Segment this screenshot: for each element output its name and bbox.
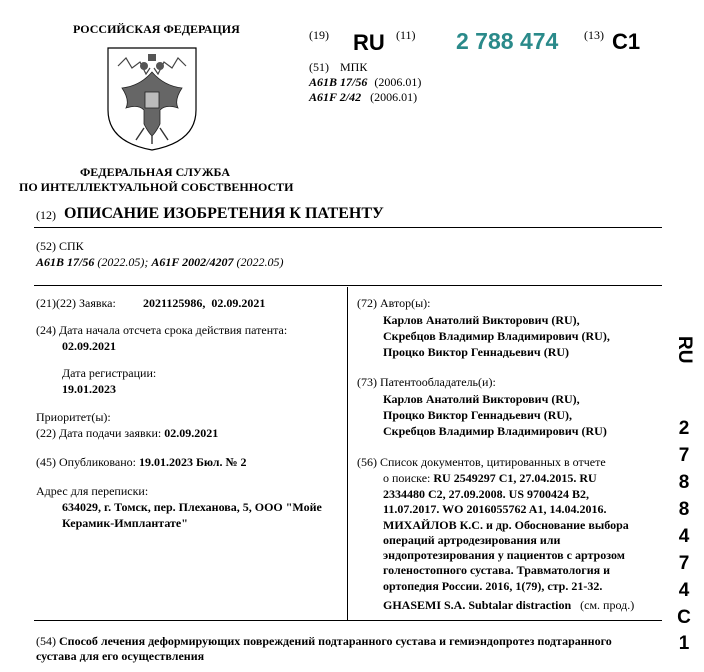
start-value: 02.09.2021 [62,339,116,353]
cited-doc: 11.07.2017. WO 2016055762 A1, 14.04.2016. [383,502,607,517]
owner-name: Скребцов Владимир Владимирович (RU) [383,424,607,438]
ipc-class: A61F 2/42 [309,90,362,104]
ipc-label: МПК [340,60,368,74]
invention-title-line1: Способ лечения деформирующих повреждений подтаранного сустава и гемиэндопротез подтаранного [59,634,612,648]
ipc-version: (2006.01) [374,75,422,89]
authors-label: (72) Автор(ы): [357,296,431,310]
code-51: (51) [309,60,329,74]
cited-docs-header [357,455,606,470]
code-19: (19) [309,28,329,42]
invention-title [36,634,676,664]
coat-of-arms-icon [104,46,200,152]
cpc-version: (2022.05) [236,255,284,269]
code-52: (52) [36,239,56,253]
sidebar-kind-digit: 1 [678,633,690,654]
ipc-entry [309,90,417,105]
patent-number: 2 788 474 [456,28,559,54]
sidebar-digit: 8 [678,472,690,493]
ipc-entry [309,75,421,90]
sidebar-country-code: RU [674,336,695,364]
cited-docs-prefix: о поиске: [383,471,431,485]
cpc-class: A61B 17/56 [36,255,95,269]
divider [34,620,662,621]
registration-label: Дата регистрации: [62,366,157,380]
application-value: 2021125986, 02.09.2021 [143,296,266,310]
cited-doc: эндопротезирования у пациентов с артрозом [383,548,625,563]
country-name: РОССИЙСКАЯ ФЕДЕРАЦИЯ [73,22,240,36]
column-divider [347,287,348,620]
cpc-label: СПК [59,239,84,253]
priority-label: Приоритет(ы): [36,410,111,424]
document-title: ОПИСАНИЕ ИЗОБРЕТЕНИЯ К ПАТЕНТУ [64,205,384,222]
sidebar-digit: 8 [678,499,690,520]
sidebar-kind-letter: C [677,607,691,628]
cited-doc: голеностопного сустава. Травматология и [383,563,611,578]
agency-line2: ПО ИНТЕЛЛЕКТУАЛЬНОЙ СОБСТВЕННОСТИ [19,180,294,194]
code-13: (13) [584,28,604,42]
ipc-version: (2006.01) [370,90,418,104]
sidebar-digit: 2 [678,418,690,439]
filing-label: (22) Дата подачи заявки: [36,426,162,440]
sidebar-digit: 4 [678,526,690,547]
start-label: Дата начала отсчета срока действия патента: [59,323,288,337]
sidebar-digit: 7 [678,445,690,466]
kind-code: C1 [612,29,641,54]
continued-note: (см. прод.) [580,598,635,612]
address-label: Адрес для переписки: [36,484,149,498]
cited-docs-list [383,487,629,594]
cpc-version: (2022.05); [97,255,149,269]
cited-doc: МИХАЙЛОВ К.С. и др. Обоснование выбора [383,517,629,532]
invention-title-line2: сустава для его осуществления [36,649,205,663]
author-name: Процко Виктор Геннадьевич (RU) [383,345,570,359]
owner-name: Процко Виктор Геннадьевич (RU), [383,408,573,422]
cited-docs-label: Список документов, цитированных в отчете [380,455,606,469]
author-name: Карлов Анатолий Викторович (RU), [383,313,580,327]
code-11: (11) [396,28,416,42]
ipc-class: A61B 17/56 [309,75,368,89]
sidebar-digit: 7 [678,553,690,574]
authors-list [383,312,610,360]
owners-list [383,391,607,439]
agency-line1: ФЕДЕРАЛЬНАЯ СЛУЖБА [80,165,230,179]
cited-docs-last-row [383,598,634,613]
cited-doc: 2334480 C2, 27.09.2008. US 9700424 B2, [383,487,590,501]
address-line1: 634029, г. Томск, пер. Плеханова, 5, ООО "Мойе [62,500,322,514]
owner-name: Карлов Анатолий Викторович (RU), [383,392,580,406]
cited-doc: операций артродезирования или [383,532,561,547]
cited-doc: RU 2549297 C1, 27.04.2015. RU [433,471,597,485]
code-24: (24) [36,323,56,337]
author-name: Скребцов Владимир Владимирович (RU), [383,329,610,343]
divider [34,227,662,228]
published-label: (45) Опубликовано: [36,455,136,469]
owners-label: (73) Патентообладатель(и): [357,375,496,389]
sidebar-digit: 4 [678,580,690,601]
application-label: (21)(22) Заявка: [36,296,116,310]
code-12: (12) [36,208,56,222]
published-row [36,455,247,470]
cited-doc: GHASEMI S.A. Subtalar distraction [383,598,572,612]
cited-docs-row [383,471,597,486]
cited-doc: ортопедия России. 2016, 1(79), стр. 21-32. [383,578,603,593]
code-56: (56) [357,455,377,469]
code-54: (54) [36,634,56,648]
cpc-classes [36,255,283,270]
published-value: 19.01.2023 Бюл. № 2 [138,455,247,469]
cpc-class: A61F 2002/4207 [151,255,234,269]
divider [34,285,662,286]
address-line2: Керамик-Имплантате" [62,516,188,530]
cpc-header [36,239,84,254]
filing-row [36,426,218,441]
filing-value: 02.09.2021 [164,426,219,440]
registration-value: 19.01.2023 [62,382,116,396]
start-header [36,323,287,338]
country-code: RU [353,30,385,55]
